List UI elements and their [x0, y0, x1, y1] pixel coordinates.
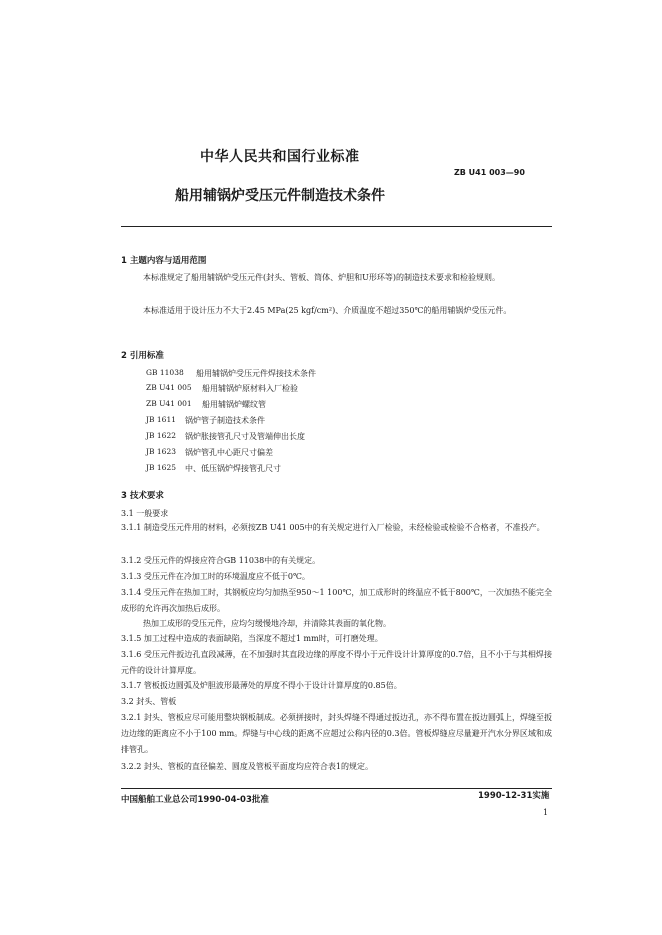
clause-3-1-1: 3.1.1 制造受压元件用的材料，必须按ZB U41 005中的有关规定进行入厂检验，未经检验或检验不合格者，不准投产。 — [121, 523, 545, 532]
ref-code: JB 1625 — [146, 463, 176, 472]
section-1-paragraph-2: 本标准适用于设计压力不大于2.45 MPa(25 kgf/cm²)、介质温度不超过350℃的船用辅锅炉受压元件。 — [143, 306, 512, 315]
clause-3-1-2: 3.1.2 受压元件的焊接应符合GB 11038中的有关规定。 — [121, 556, 321, 565]
ref-code: GB 11038 — [146, 368, 184, 377]
ref-name: 锅炉管孔中心距尺寸偏差 — [185, 448, 273, 457]
clause-3-1-7: 3.1.7 管板扳边圆弧及炉胆波形最薄处的厚度不得小于设计计算厚度的0.85倍。 — [121, 681, 402, 690]
approval-date: 中国船舶工业总公司1990-04-03批准 — [121, 795, 269, 805]
ref-code: JB 1622 — [146, 431, 176, 440]
clause-3-1: 3.1 一般要求 — [121, 509, 169, 518]
clause-3-1-4-note: 热加工成形的受压元件，应均匀缓慢地冷却，并清除其表面的氧化物。 — [143, 619, 391, 628]
ref-name: 锅炉胀接管孔尺寸及管端伸出长度 — [185, 432, 305, 441]
clause-3-1-6: 3.1.6 受压元件扳边孔直段减薄，在不加强时其直段边缘的厚度不得小于元件设计计算厚度的0.7倍，且不小于与其相焊接元件的设计计算厚度。 — [121, 650, 552, 675]
ref-name: 船用辅锅炉螺纹管 — [202, 400, 266, 409]
clause-3-2-2: 3.2.2 封头、管板的直径偏差、圆度及管板平面度均应符合表1的规定。 — [121, 762, 373, 771]
section-1-heading: 1 主题内容与适用范围 — [121, 256, 207, 266]
effective-date: 1990-12-31实施 — [478, 791, 550, 801]
ref-name: 船用辅锅炉受压元件焊接技术条件 — [196, 369, 316, 378]
document-title: 船用辅锅炉受压元件制造技术条件 — [175, 188, 385, 204]
standard-code: ZB U41 003—90 — [454, 168, 525, 177]
section-3-heading: 3 技术要求 — [121, 491, 164, 501]
section-1-paragraph-1: 本标准规定了船用辅锅炉受压元件(封头、管板、筒体、炉胆和U形环等)的制造技术要求和检验规则。 — [143, 273, 500, 282]
clause-3-1-5: 3.1.5 加工过程中造成的表面缺陷，当深度不超过1 mm时，可打磨处理。 — [121, 634, 383, 643]
ref-name: 锅炉管子制造技术条件 — [185, 416, 265, 425]
ref-name: 中、低压锅炉焊接管孔尺寸 — [185, 464, 281, 473]
clause-3-1-3: 3.1.3 受压元件在冷加工时的环境温度应不低于0℃。 — [121, 572, 310, 581]
ref-code: ZB U41 005 — [146, 383, 192, 392]
header-rule — [121, 226, 552, 227]
clause-3-1-4: 3.1.4 受压元件在热加工时，其钢板应均匀加热至950～1 100℃，加工成形时的终温应不低于800℃，一次加热不能完全成形的允许再次加热后成形。 — [121, 588, 552, 613]
ref-name: 船用辅锅炉原材料入厂检验 — [202, 384, 298, 393]
clause-3-2-1: 3.2.1 封头、管板应尽可能用整块钢板制成。必须拼接时，封头焊缝不得通过扳边孔，亦不得布置在扳边圆弧上，焊缝至扳边边缘的距离应不小于100 mm。焊缝与中心线的距离不应超过公称内径的0.3倍。管板焊缝应尽量避开汽水分界区域和成排管孔。 — [121, 713, 552, 754]
standard-type: 中华人民共和国行业标准 — [200, 149, 360, 165]
page-number: 1 — [543, 808, 549, 817]
clause-3-2: 3.2 封头、管板 — [121, 697, 177, 706]
ref-code: JB 1623 — [146, 447, 176, 456]
ref-code: JB 1611 — [146, 415, 176, 424]
ref-code: ZB U41 001 — [146, 399, 192, 408]
section-2-heading: 2 引用标准 — [121, 351, 164, 361]
